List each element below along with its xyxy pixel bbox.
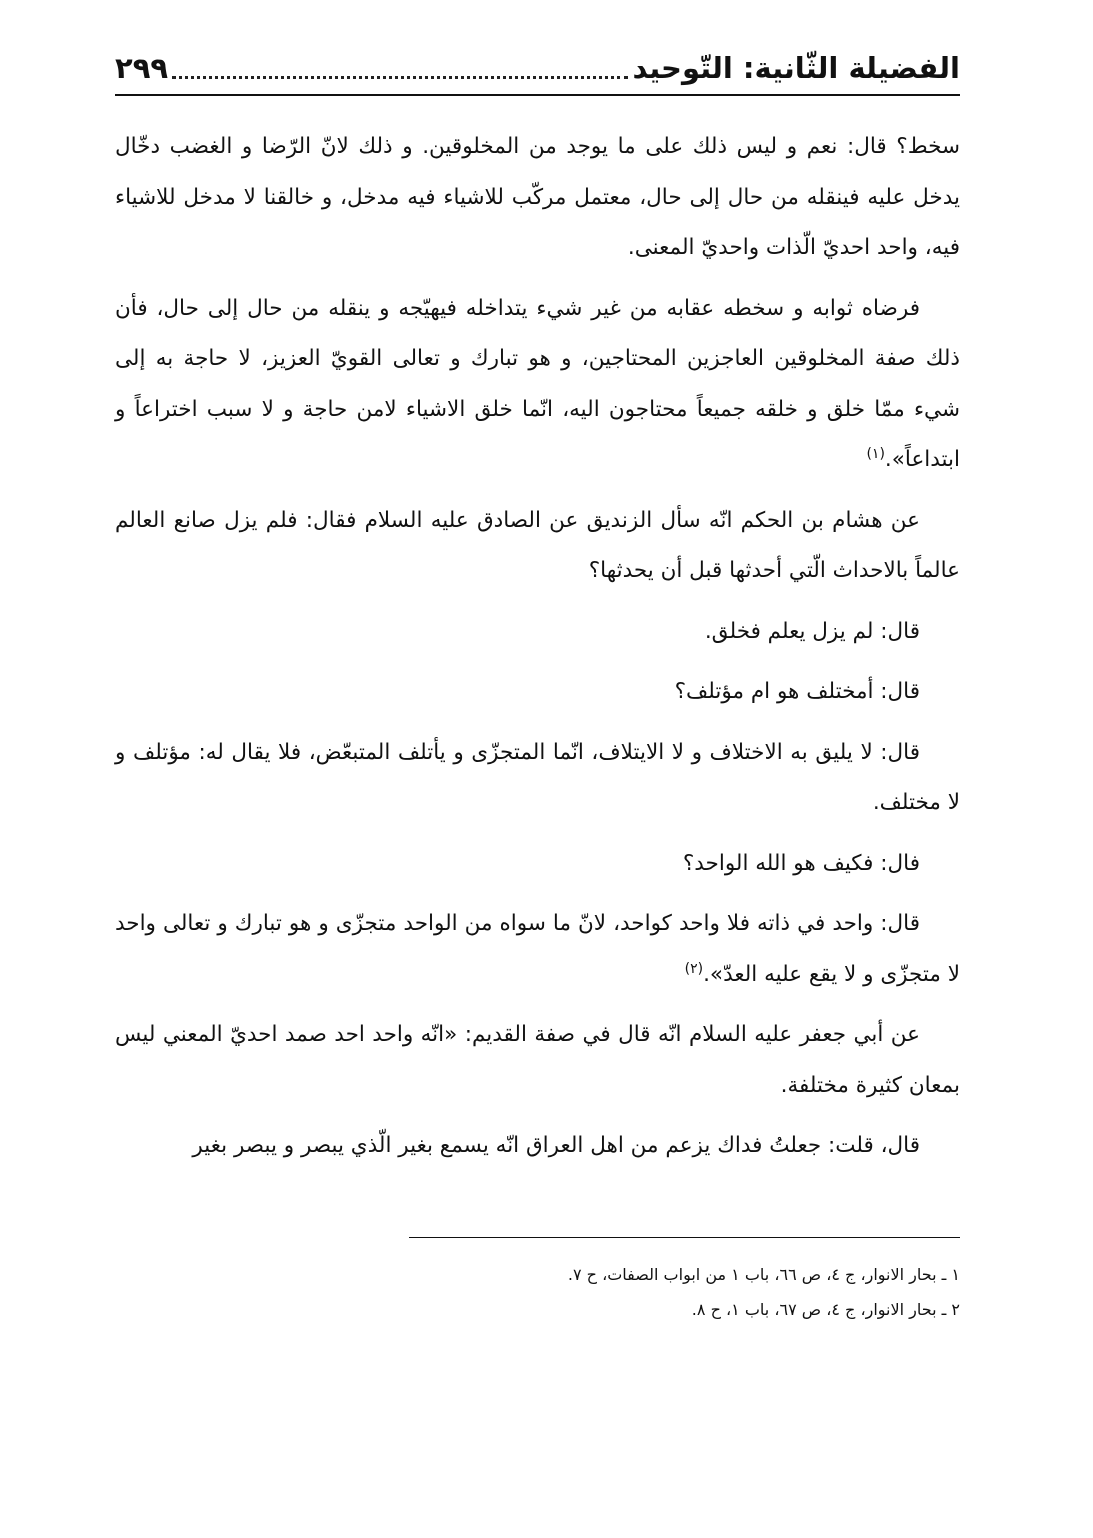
footnote-1: ١ ـ بحار الانوار، ج ٤، ص ٦٦، باب ١ من ابواب الصفات، ح ٧. — [567, 1265, 960, 1284]
paragraph-4: قال: لم يزل يعلم فخلق. — [704, 618, 920, 644]
footnote-ref-1: (١) — [866, 445, 885, 462]
footnote-2: ٢ ـ بحار الانوار، ج ٤، ص ٦٧، باب ١، ح ٨. — [691, 1300, 960, 1319]
paragraph-3: عن هشام بن الحكم انّه سأل الزنديق عن الصادق عليه السلام فقال: فلم يزل صانع العالم عالماً بالاحداث الّتي أحدثها قبل أن يحدثها؟ — [115, 507, 960, 583]
header-dot-leader — [172, 62, 628, 79]
footnote-ref-2: (٢) — [684, 960, 704, 977]
main-text — [115, 122, 960, 1182]
header-title: الفضيلة الثّانية: التّوحيد — [632, 51, 960, 85]
paragraph-2: فرضاه ثوابه و سخطه عقابه من غير شيء يتداخله فيهيّجه و ينقله من حال إلى حال، فأن ذلك صفة المخلوقين العاجزين المحتاجين، و هو تبارك و تعالى القويّ العزيز، لا حاجة به إلى شيء ممّا خلق و خلقه جميعاً محتاجون اليه، انّما خلق الاشياء لامن حاجة و لا سبب اختراعاً و ابتداعاً».$^{(١)}$ — [115, 295, 960, 472]
paragraph-7: فال: فكيف هو الله الواحد؟ — [682, 850, 920, 876]
page-number: ٢٩٩ — [115, 51, 169, 85]
footnote-rule — [409, 1237, 960, 1238]
paragraph-6: قال: لا يليق به الاختلاف و لا الايتلاف، انّما المتجزّى و يأتلف المتبعّض، فلا يقال له: مؤتلف و لا مختلف. — [115, 739, 960, 815]
running-header — [115, 46, 960, 88]
footnotes — [115, 1262, 960, 1332]
paragraph-1: سخط؟ قال: نعم و ليس ذلك على ما يوجد من المخلوقين. و ذلك لانّ الرّضا و الغضب دخّال يدخل عليه فينقله من حال إلى حال، معتمل مركّب للاشياء فيه مدخل، و خالقنا لا مدخل للاشياء فيه، واحد احديّ الّذات واحديّ المعنى. — [115, 134, 960, 260]
paragraph-5: قال: أمختلف هو ام مؤتلف؟ — [674, 679, 920, 704]
paragraph-9: عن أبي جعفر عليه السلام انّه قال في صفة القديم: «انّه واحد احد صمد احديّ المعني ليس بمعان كثيرة مختلفة. — [115, 1022, 960, 1098]
paragraph-10: قال، قلت: جعلتُ فداك يزعم من اهل العراق انّه يسمع بغير الّذي يبصر و يبصر بغير — [192, 1133, 920, 1158]
header-rule — [115, 94, 960, 96]
paragraph-8: قال: واحد في ذاته فلا واحد كواحد، لانّ ما سواه من الواحد متجزّى و هو تبارك و تعالى واحد لا متجزّى و لا يقع عليه العدّ».$^{(٢)}$ — [115, 911, 960, 987]
